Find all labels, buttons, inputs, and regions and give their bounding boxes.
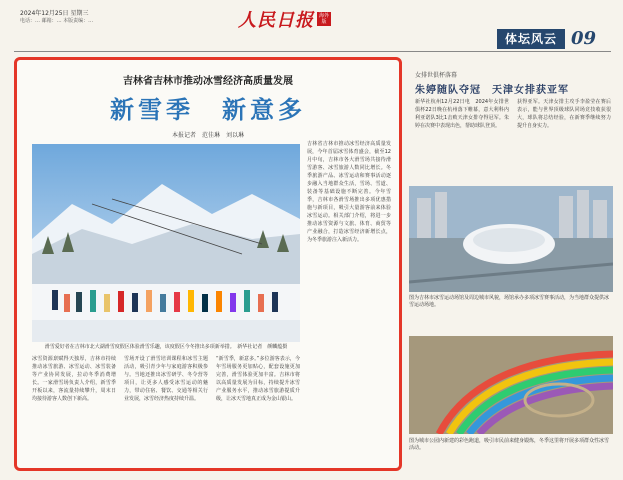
park-photo [409,336,613,434]
masthead-logo [238,8,331,30]
article-body-column: “新雪季，新意多。”多位游客表示，今年雪场服务更加贴心，配套设施更加完善，滑雪体验更加丰富。吉林市将以高质量发展为目标，持续提升冰雪产业服务水平，推动冰雪旅游提质升级，让冰天雪地真正成为金山银山。 [216,356,300,402]
page-number: 09 [571,28,597,49]
highlighted-article [14,57,402,471]
logo-text: 人民日报 [238,10,314,31]
article-body-column: 冰雪资源禀赋得天独厚，吉林市持续推动冰雪旅游、冰雪运动、冰雪装备等产业协同发展，拉动冬季消费增长。一家滑雪场负责人介绍，新雪季开板以来，客流量持续攀升，周末日均接待游客人数创下新高。 [32,356,116,402]
ski-resort-illustration [32,144,300,342]
header-rule [14,51,611,52]
article-body-column: 雪场开设了滑雪培训课程和冰雪主题活动，吸引青少年与家庭游客积极参与。当地还推出冰雪研学、冬令营等项目，让更多人感受冰雪运动的魅力，带动住宿、餐饮、交通等相关行业发展，冰雪经济热度持续升温。 [124,356,208,402]
article-kicker: 吉林省吉林市推动冰雪经济高质量发展 [123,76,293,87]
park-caption: 图为城市公园内新建的彩色跑道，吸引市民前来健身锻炼，冬季这里将开展多项群众性冰雪活动。 [409,438,610,451]
stadium-caption: 图为吉林市冰雪运动场馆及周边城市风貌，场馆承办多项冰雪赛事活动，为当地群众提供冰雪运动场地。 [409,295,610,308]
page-header [0,0,623,52]
article-byline: 本报记者 范佳琳 刘以琳 [171,132,244,139]
section-tag: 体坛风云 [497,29,565,49]
side-article-kicker: 女排世俱杯落幕 [415,72,458,79]
ski-resort-photo [32,144,300,342]
contact-info: 电话：… 邮箱：… 本版责编：… [20,18,94,24]
side-article [409,60,613,187]
stadium-illustration [409,186,613,292]
issue-date: 2024年12月25日 星期三 [20,10,89,17]
logo-seal: 海外版 [319,13,330,25]
park-illustration [409,336,613,434]
photo-caption: 滑雪爱好者在吉林市北大湖滑雪度假区体验滑雪乐趣，该度假区今冬推出多项新举措。 新华社记者 颜麟蕴摄 [44,344,288,350]
article-body-column: 吉林省吉林市推动冰雪经济高质量发展，今年首届冰雪体育盛会，截至12月中旬，吉林市各大滑雪场共接待滑雪游客、冰雪旅游人数同比增长。冬季旅游产品、冰雪运动和赛事活动逐步融入当地群众生活，雪场、雪道、装备等基础设施不断完善。今年雪季，吉林市各滑雪场推出多项优惠措施与新项目，吸引大量游客前来体验冰雪运动。相关部门介绍，将进一步推动冰雪资源与文旅、体育、商贸等产业融合，打造冰雪经济新增长点，为冬季旅游注入新活力。 [307,141,391,243]
article-headline: 新雪季 新意多 [110,96,306,124]
side-article-headline: 朱婷随队夺冠 天津女排获亚军 [415,85,569,96]
side-article-column: 新华社杭州12月22日电 2024年女排世俱杯22日晚在杭州落下帷幕，意大利科内利亚诺队3比1击败天津女排夺得冠军。朱婷在决赛中表现出色，帮助球队登顶。 [415,99,509,129]
stadium-photo [409,186,613,292]
side-article-column: 获得亚军。天津女排主攻手李盈莹在赛后表示，能与世界顶级球队同场竞技收获很大，球队将总结经验，在新赛季继续努力提升自身实力。 [517,99,611,129]
